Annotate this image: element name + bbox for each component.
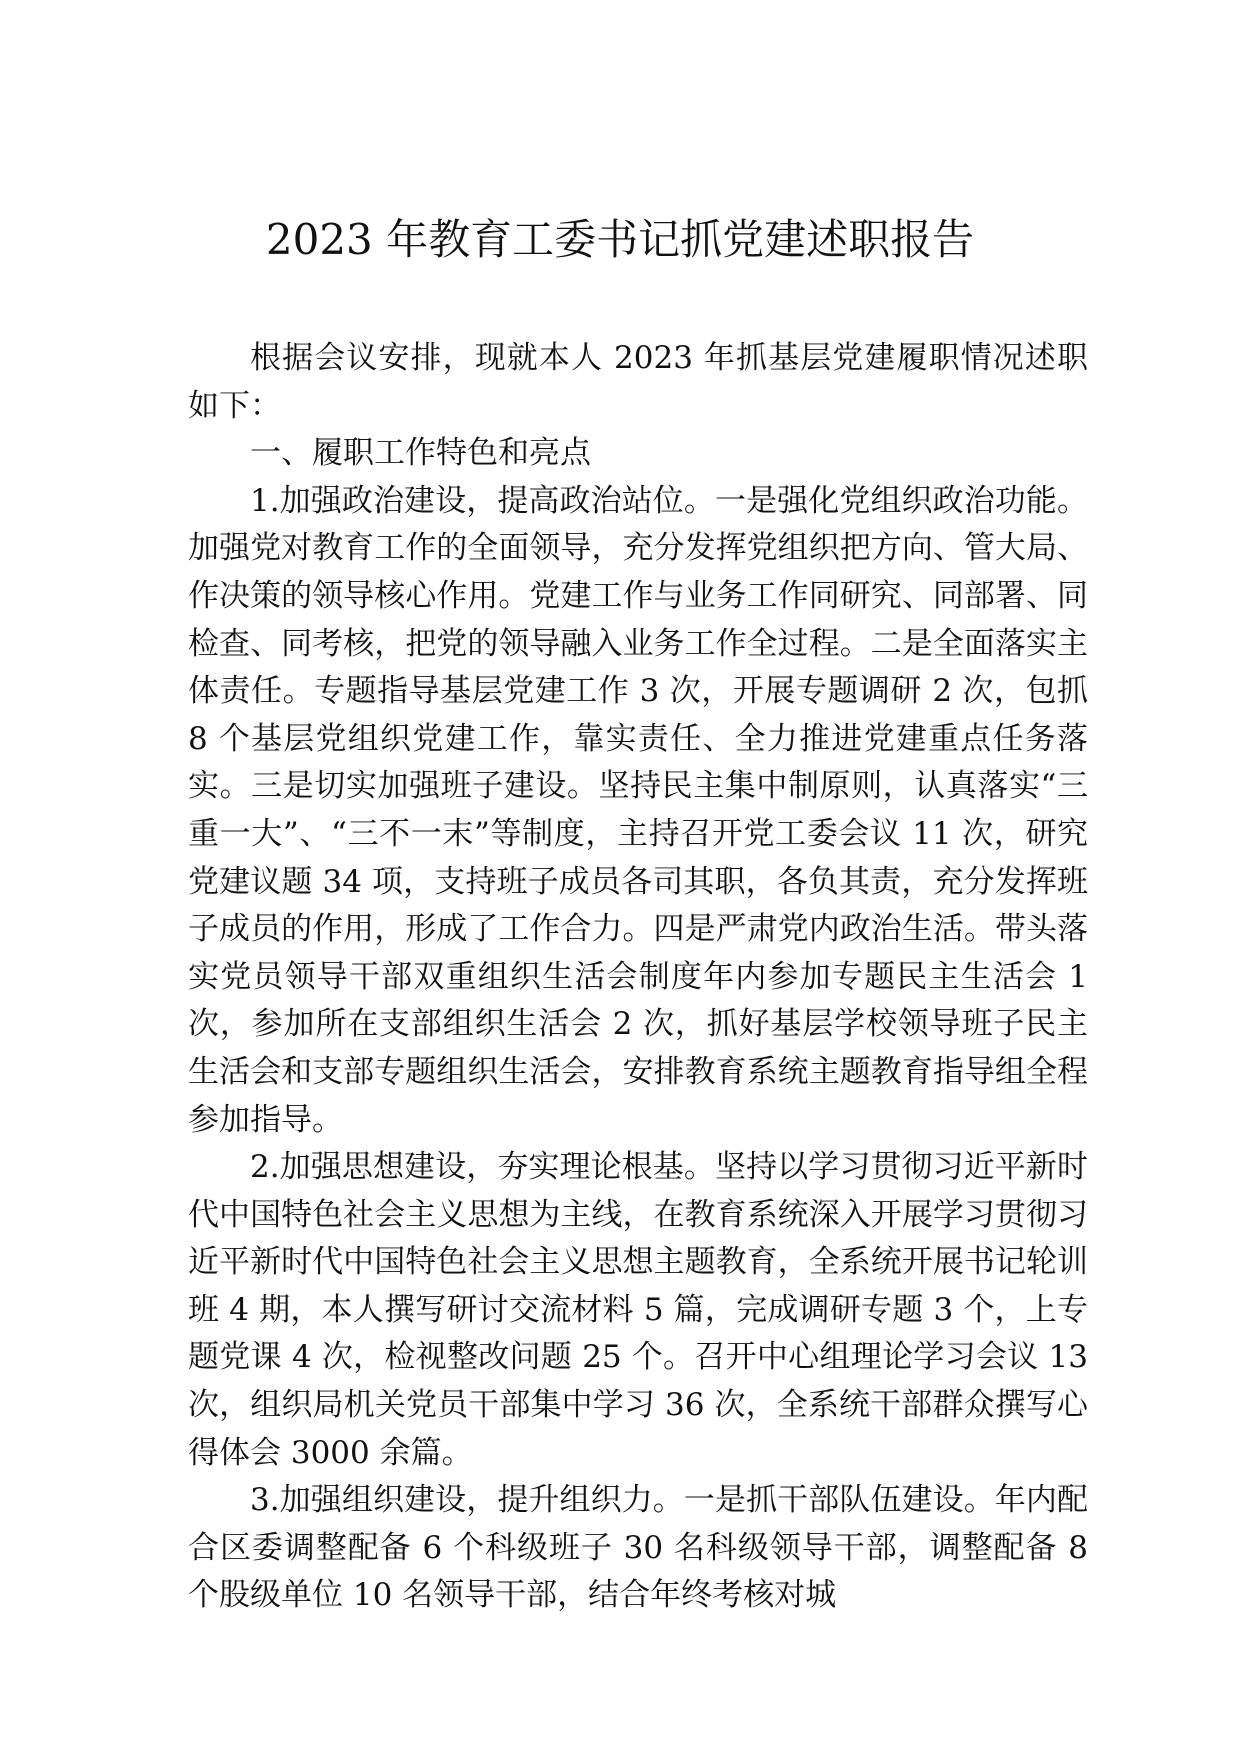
intro-paragraph: 根据会议安排，现就本人 2023 年抓基层党建履职情况述职如下： <box>188 340 1088 424</box>
body-paragraph: 3.加强组织建设，提升组织力。一是抓干部队伍建设。年内配合区委调整配备 6 个科级班子 30 名科级领导干部，调整配备 8 个股级单位 10 名领导干部，结合年终考核对城 <box>188 1482 1088 1614</box>
section-heading: 一、履职工作特色和亮点 <box>250 435 591 472</box>
document-body <box>188 335 1088 1620</box>
document-title: 2023 年教育工委书记抓党建述职报告 <box>265 215 975 264</box>
body-paragraph: 1.加强政治建设，提高政治站位。一是强化党组织政治功能。加强党对教育工作的全面领导，充分发挥党组织把方向、管大局、作决策的领导核心作用。党建工作与业务工作同研究、同部署、同检查、同考核，把党的领导融入业务工作全过程。二是全面落实主体责任。专题指导基层党建工作 3 次，开展专题调研 2 次，包抓 8 个基层党组织党建工作，靠实责任、全力推进党建重点任务落实。三是切实加强班子建设。坚持民主集中制原则，认真落实“三重一大”、“三不一末”等制度，主持召开党工委会议 11 次，研究党建议题 34 项，支持班子成员各司其职，各负其责，充分发挥班子成员的作用，形成了工作合力。四是严肃党内政治生活。带头落实党员领导干部双重组织生活会制度年内参加专题民主生活会 1 次，参加所在支部组织生活会 2 次，抓好基层学校领导班子民主生活会和支部专题组织生活会，安排教育系统主题教育指导组全程参加指导。 <box>188 482 1088 1138</box>
body-paragraph: 2.加强思想建设，夯实理论根基。坚持以学习贯彻习近平新时代中国特色社会主义思想为主线，在教育系统深入开展学习贯彻习近平新时代中国特色社会主义思想主题教育，全系统开展书记轮训班 4 期，本人撰写研讨交流材料 5 篇，完成调研专题 3 个，上专题党课 4 次，检视整改问题 25 个。召开中心组理论学习会议 13 次，组织局机关党员干部集中学习 36 次，全系统干部群众撰写心得体会 3000 余篇。 <box>188 1149 1088 1471</box>
